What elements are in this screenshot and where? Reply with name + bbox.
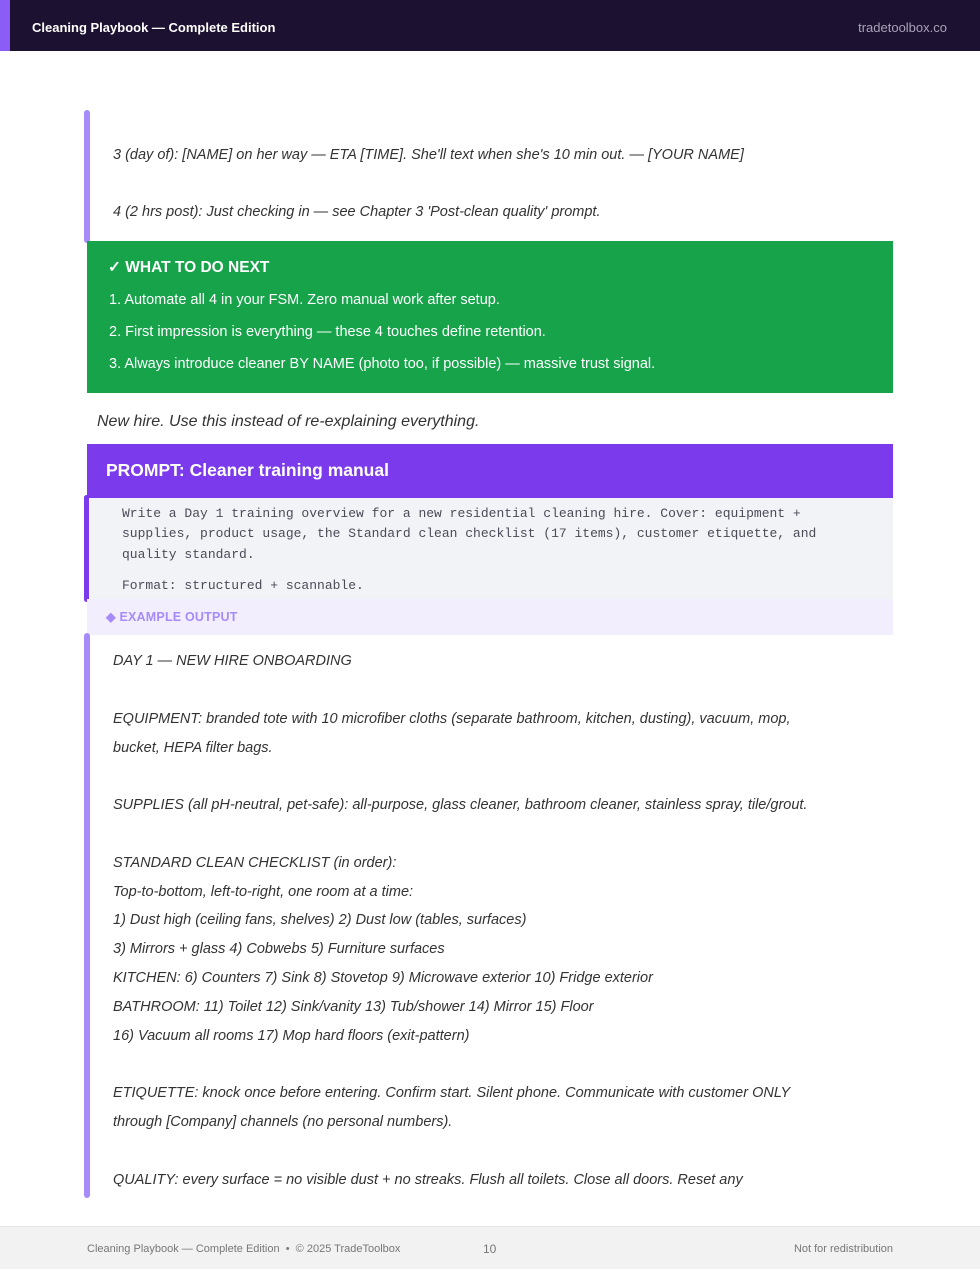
prompt-header	[87, 444, 893, 498]
footer-notice: Not for redistribution	[793, 1243, 893, 1255]
example-line: ETIQUETTE: knock once before entering. Confirm start. Silent phone. Communicate with customer ONLY	[113, 1085, 791, 1101]
next-step-item: 3. Always introduce cleaner BY NAME (photo too, if possible) — massive trust signal.	[109, 356, 656, 372]
prompt-line: Format: structured + scannable.	[122, 578, 364, 593]
document-title: Cleaning Playbook — Complete Edition	[32, 20, 276, 35]
example-line: 1) Dust high (ceiling fans, shelves) 2) Dust low (tables, surfaces)	[113, 912, 527, 928]
example-line: BATHROOM: 11) Toilet 12) Sink/vanity 13) Tub/shower 14) Mirror 15) Floor	[113, 999, 594, 1015]
next-steps-title: ✓ WHAT TO DO NEXT	[108, 259, 270, 276]
page-header	[0, 0, 980, 51]
example-line: 16) Vacuum all rooms 17) Mop hard floors (exit-pattern)	[113, 1028, 470, 1044]
example-line: SUPPLIES (all pH-neutral, pet-safe): all-purpose, glass cleaner, bathroom cleaner, stainless spray, tile/grout.	[113, 797, 808, 813]
header-accent-bar	[0, 0, 10, 51]
page-footer	[0, 1226, 980, 1269]
example-line: EQUIPMENT: branded tote with 10 microfiber cloths (separate bathroom, kitchen, dusting), vacuum, mop,	[113, 711, 791, 727]
what-to-do-next-box	[87, 241, 893, 393]
message-step-3: 3 (day of): [NAME] on her way — ETA [TIME]. She'll text when she's 10 min out. — [YOUR NAME]	[113, 147, 744, 163]
example-line: Top-to-bottom, left-to-right, one room at a time:	[113, 884, 414, 900]
next-step-item: 2. First impression is everything — these 4 touches define retention.	[109, 324, 546, 340]
page-number: 10	[483, 1242, 497, 1256]
example-line: KITCHEN: 6) Counters 7) Sink 8) Stovetop 9) Microwave exterior 10) Fridge exterior	[113, 970, 653, 986]
example-output-bar	[87, 599, 893, 635]
message-step-4: 4 (2 hrs post): Just checking in — see Chapter 3 'Post-clean quality' prompt.	[113, 204, 601, 220]
example-line: 3) Mirrors + glass 4) Cobwebs 5) Furniture surfaces	[113, 941, 445, 957]
example-line: bucket, HEPA filter bags.	[113, 740, 273, 756]
site-link[interactable]: tradetoolbox.co	[858, 20, 947, 35]
prompt-title: PROMPT: Cleaner training manual	[106, 460, 389, 480]
example-line: STANDARD CLEAN CHECKLIST (in order):	[113, 855, 397, 871]
next-step-item: 1. Automate all 4 in your FSM. Zero manual work after setup.	[109, 292, 500, 308]
prompt-accent-bar	[84, 495, 89, 602]
example-line: QUALITY: every surface = no visible dust + no streaks. Flush all toilets. Close all doors. Reset any	[113, 1172, 743, 1188]
footer-copyright: Cleaning Playbook — Complete Edition • © 2025 TradeToolbox	[87, 1243, 401, 1255]
example-output-block	[84, 633, 90, 1198]
message-sequence-block	[84, 110, 90, 243]
section-intro: New hire. Use this instead of re-explaining everything.	[97, 413, 480, 430]
example-line: DAY 1 — NEW HIRE ONBOARDING	[113, 653, 352, 669]
prompt-line: Write a Day 1 training overview for a new residential cleaning hire. Cover: equipment +	[122, 506, 801, 521]
example-line: through [Company] channels (no personal numbers).	[113, 1114, 453, 1130]
example-output-label: ◆ EXAMPLE OUTPUT	[106, 610, 238, 624]
prompt-line: supplies, product usage, the Standard clean checklist (17 items), customer etiquette, and	[122, 526, 817, 541]
prompt-line: quality standard.	[122, 547, 255, 562]
